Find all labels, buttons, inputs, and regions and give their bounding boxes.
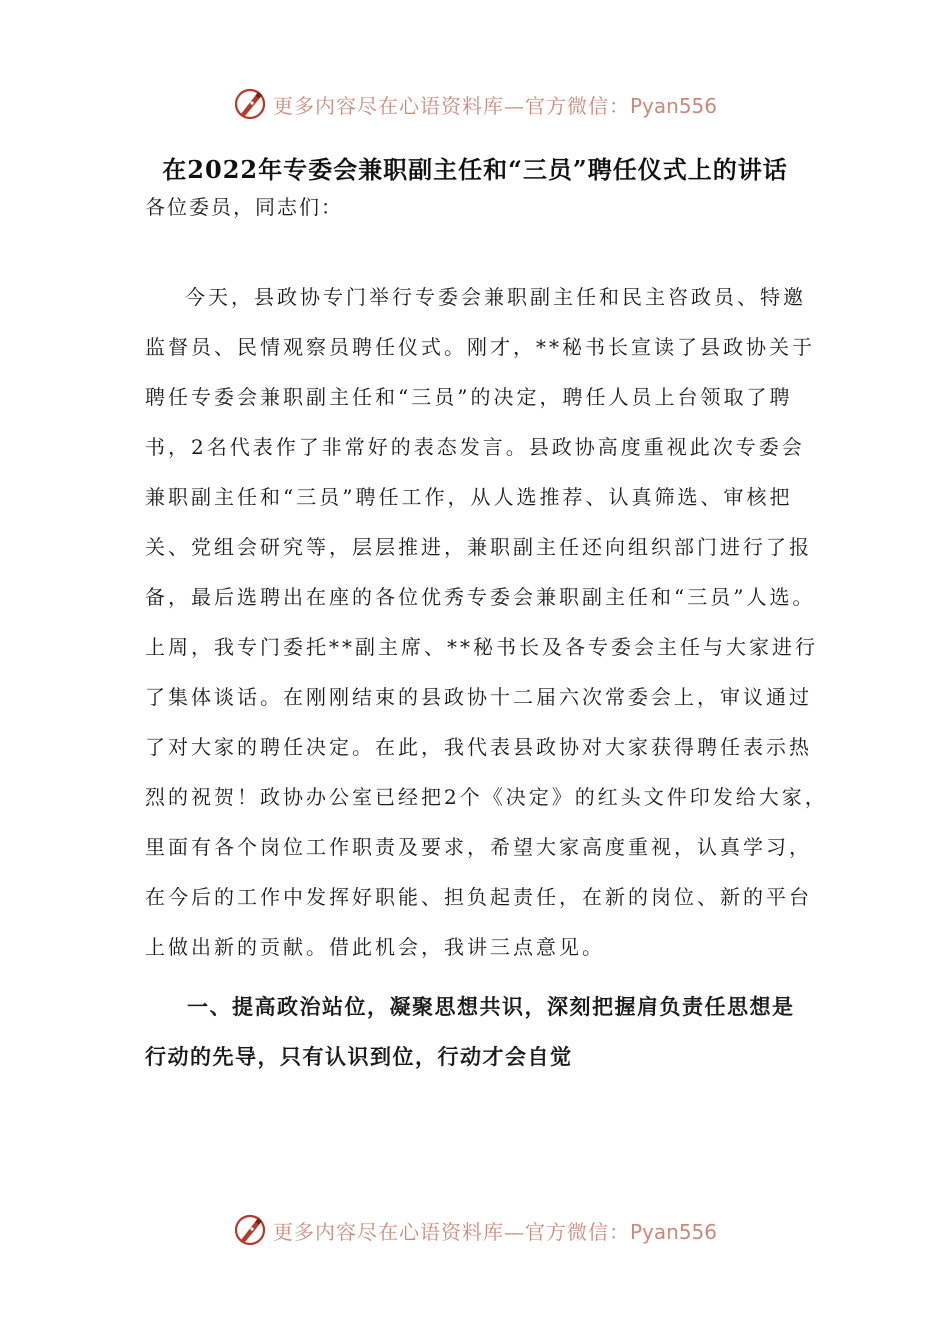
- paragraph-line: 烈的祝贺！政协办公室已经把2个《决定》的红头文件印发给大家，: [145, 785, 828, 809]
- fountain-pen-seal-icon: [233, 87, 267, 121]
- paragraph-line: 监督员、民情观察员聘任仪式。刚才，**秘书长宣读了县政协关于: [145, 335, 815, 359]
- body-paragraph: [145, 272, 828, 972]
- paragraph-line: 关、党组会研究等，层层推进，兼职副主任还向组织部门进行了报: [145, 535, 812, 559]
- watermark-footer: [0, 1210, 950, 1250]
- salutation: 各位委员，同志们：: [145, 195, 343, 219]
- watermark-header: [0, 84, 950, 124]
- paragraph-line: 在今后的工作中发挥好职能、担负起责任，在新的岗位、新的平台: [145, 885, 812, 909]
- paragraph-line: 备，最后选聘出在座的各位优秀专委会兼职副主任和“三员”人选。: [145, 585, 816, 609]
- heading-line: 行动的先导，只有认识到位，行动才会自觉: [145, 1044, 573, 1069]
- paragraph-line: 里面有各个岗位工作职责及要求，希望大家高度重视，认真学习，: [145, 835, 812, 859]
- paragraph-line: 上做出新的贡献。借此机会，我讲三点意见。: [145, 935, 605, 959]
- watermark-wechat-id: Pyan556: [629, 93, 717, 118]
- paragraph-line: 书，2名代表作了非常好的表态发言。县政协高度重视此次专委会: [145, 435, 805, 459]
- section-heading-1: [145, 982, 815, 1082]
- fountain-pen-seal-icon: [233, 1213, 267, 1247]
- watermark-text: 更多内容尽在心语资料库—官方微信：Pyan556: [272, 1219, 717, 1244]
- paragraph-line: 上周，我专门委托**副主席、**秘书长及各专委会主任与大家进行: [145, 635, 818, 659]
- watermark-wechat-id: Pyan556: [629, 1219, 717, 1244]
- paragraph-line: 了集体谈话。在刚刚结束的县政协十二届六次常委会上，审议通过: [145, 685, 812, 709]
- paragraph-line: 了对大家的聘任决定。在此，我代表县政协对大家获得聘任表示热: [145, 735, 812, 759]
- watermark-text: 更多内容尽在心语资料库—官方微信：Pyan556: [272, 93, 717, 118]
- paragraph-line: 今天，县政协专门举行专委会兼职副主任和民主咨政员、特邀: [185, 285, 806, 309]
- paragraph-line: 兼职副主任和“三员”聘任工作，从人选推荐、认真筛选、审核把: [145, 485, 793, 509]
- paragraph-line: 聘任专委会兼职副主任和“三员”的决定，聘任人员上台领取了聘: [145, 385, 793, 409]
- document-title: 在2022年专委会兼职副主任和“三员”聘任仪式上的讲话: [162, 155, 788, 184]
- heading-line: 一、提高政治站位，凝聚思想共识，深刻把握肩负责任思想是: [187, 994, 795, 1019]
